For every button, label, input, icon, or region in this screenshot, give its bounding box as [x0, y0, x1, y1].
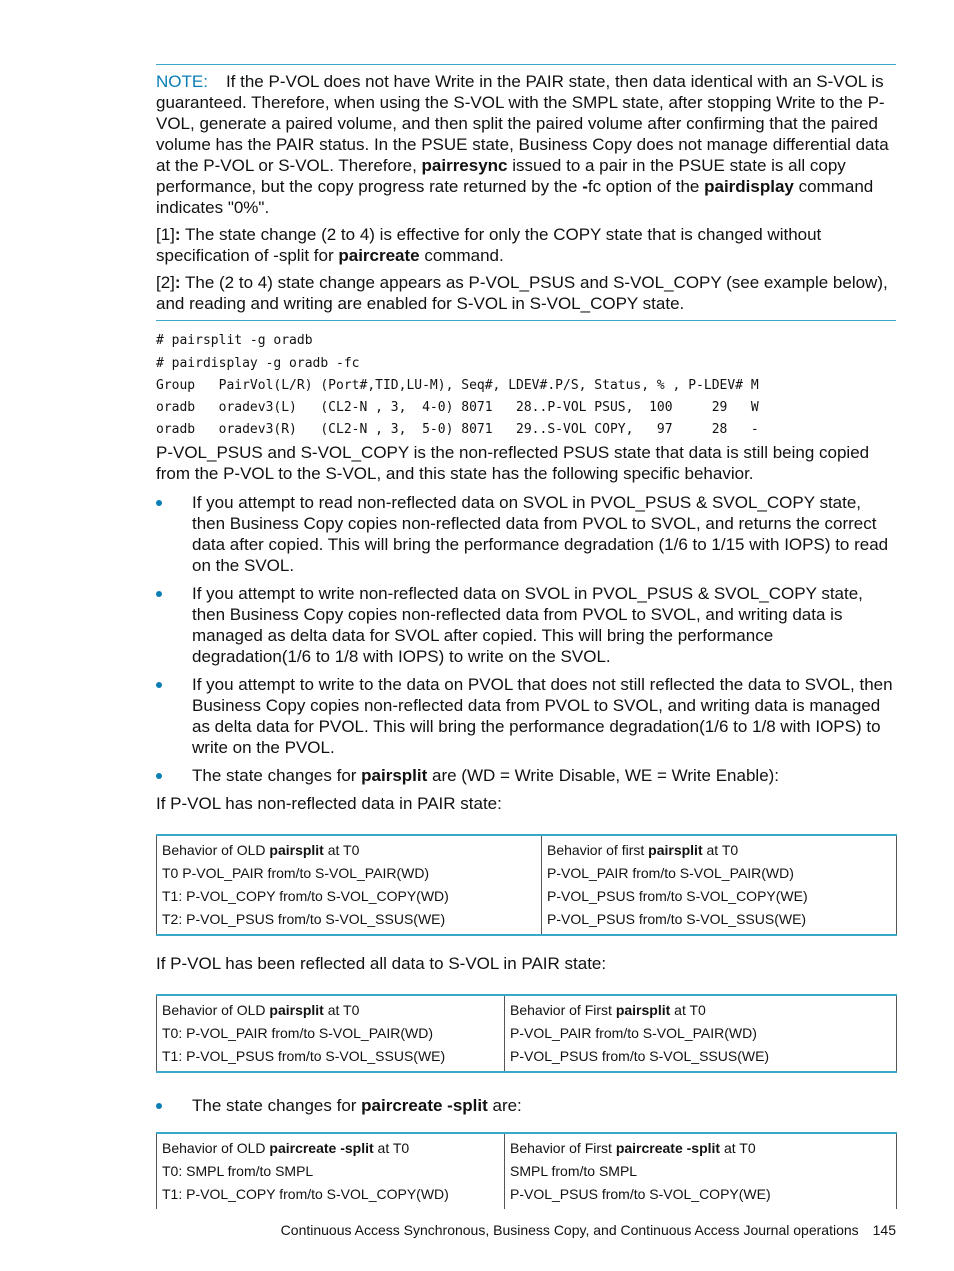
state-table-3 [156, 1132, 897, 1209]
page-footer [281, 1222, 896, 1238]
table-cell: Behavior of OLD pairsplit at T0 T0 P-VOL_PAIR from/to S-VOL_PAIR(WD) T1: P-VOL_COPY from/to S-VOL_COPY(WD) T2: P-VOL_PSUS from/to S-VOL_SSUS(WE) [157, 835, 542, 935]
page-number: 145 [872, 1222, 896, 1238]
code-line: # pairsplit -g oradb [156, 333, 313, 348]
list-item: If you attempt to write to the data on PVOL that does not still reflected the data to SVOL, then Business Copy copies non-reflected data from PVOL to SVOL, and writing data is managed as delta data for PVOL. This will bring the performance degradation(1/6 to 1/8 with IOPS) to write on the PVOL. [156, 674, 896, 758]
bullet-icon [156, 591, 162, 597]
bullet-icon [156, 1103, 162, 1109]
bullet-icon [156, 682, 162, 688]
note-paragraph-2: [1]: The state change (2 to 4) is effective for only the COPY state that is changed without specification of -split for paircreate command. [156, 225, 822, 265]
list-item: The state changes for paircreate -split are: [156, 1095, 896, 1116]
note-box [156, 65, 896, 314]
behavior-list [156, 492, 896, 786]
code-line: Group PairVol(L/R) (Port#,TID,LU-M), Seq#, LDEV#.P/S, Status, % , P-LDEV# M [156, 378, 759, 393]
table-header-row [157, 835, 897, 935]
table-cell: Behavior of First paircreate -split at T0 SMPL from/to SMPL P-VOL_PSUS from/to S-VOL_COPY(WE) [510, 1140, 771, 1202]
table-header-row [157, 995, 897, 1072]
condition-2: If P-VOL has been reflected all data to S-VOL in PAIR state: [156, 954, 607, 973]
footer-title: Continuous Access Synchronous, Business Copy, and Continuous Access Journal operations [280, 1222, 859, 1238]
code-example [156, 329, 896, 441]
note-label: NOTE: [156, 72, 208, 91]
state-table-1 [156, 834, 897, 936]
list-item: The state changes for pairsplit are (WD = Write Disable, WE = Write Enable): [156, 765, 896, 786]
code-line: oradb oradev3(R) (CL2-N , 3, 5-0) 8071 29..S-VOL COPY, 97 28 - [156, 422, 759, 437]
list-item: If you attempt to write non-reflected data on SVOL in PVOL_PSUS & SVOL_COPY state, then Business Copy copies non-reflected data from PVOL to SVOL, and writing data is managed as delta data for SVOL after copied. This will bring the performance degradation(1/6 to 1/8 with IOPS) to write on the SVOL. [156, 583, 896, 667]
note-paragraph-1: NOTE: If the P-VOL does not have Write in the PAIR state, then data identical with an S-VOL is guaranteed. Therefore, when using the S-VOL with the SMPL state, after stopping Write to the P-VOL, generate a paired volume, and then split the paired volume after confirming that the paired volume has the PAIR status. In the PSUE state, Business Copy does not manage differential data at the P-VOL or S-VOL. Therefore, pairresync issued to a pair in the PSUE state is all copy performance, but the copy progress rate returned by the -fc option of the pairdisplay command indicates "0%". [156, 72, 889, 217]
bullet-icon [156, 500, 162, 506]
table-cell: Behavior of first pairsplit at T0 P-VOL_PAIR from/to S-VOL_PAIR(WD) P-VOL_PSUS from/to S-VOL_COPY(WE) P-VOL_PSUS from/to S-VOL_SSUS(WE) [547, 842, 808, 927]
bullet-icon [156, 773, 162, 779]
table-cell: Behavior of OLD pairsplit at T0 T0: P-VOL_PAIR from/to S-VOL_PAIR(WD) T1: P-VOL_PSUS from/to S-VOL_SSUS(WE) [157, 995, 505, 1072]
table-cell: Behavior of OLD paircreate -split at T0 T0: SMPL from/to SMPL T1: P-VOL_COPY from/to S-VOL_COPY(WD) [157, 1133, 505, 1209]
paircreate-list [156, 1095, 896, 1116]
note-bottom-rule [156, 320, 896, 321]
condition-1: If P-VOL has non-reflected data in PAIR state: [156, 794, 502, 813]
table-cell: Behavior of First pairsplit at T0 P-VOL_PAIR from/to S-VOL_PAIR(WD) P-VOL_PSUS from/to S-VOL_SSUS(WE) [510, 1002, 770, 1064]
page-content [156, 64, 896, 1209]
list-item: If you attempt to read non-reflected data on SVOL in PVOL_PSUS & SVOL_COPY state, then Business Copy copies non-reflected data from PVOL to SVOL, and returns the correct data after copied. This will bring the performance degradation (1/6 to 1/15 with IOPS) to read on the SVOL. [156, 492, 896, 576]
code-line: # pairdisplay -g oradb -fc [156, 356, 360, 371]
note-paragraph-3: [2]: The (2 to 4) state change appears as P-VOL_PSUS and S-VOL_COPY (see example below), and reading and writing are enabled for S-VOL in S-VOL_COPY state. [156, 273, 888, 313]
table-header-row [157, 1133, 897, 1209]
body-paragraph: P-VOL_PSUS and S-VOL_COPY is the non-reflected PSUS state that data is still being copied from the P-VOL to the S-VOL, and this state has the following specific behavior. [156, 443, 870, 483]
state-table-2 [156, 994, 897, 1073]
code-line: oradb oradev3(L) (CL2-N , 3, 4-0) 8071 28..P-VOL PSUS, 100 29 W [156, 400, 759, 415]
